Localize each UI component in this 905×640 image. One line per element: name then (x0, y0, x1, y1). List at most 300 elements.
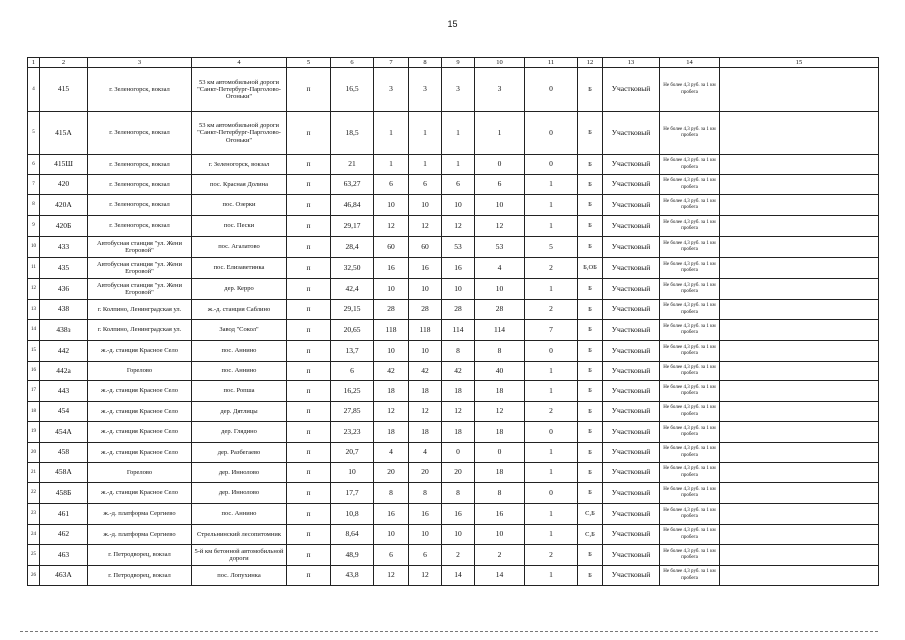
vehicle-class: Б (578, 195, 603, 216)
start-point: ж.-д. станция Красное Село (88, 402, 192, 422)
table-row (28, 443, 879, 463)
col-15-value (720, 155, 879, 175)
start-point: г. Зеленогорск, вокзал (88, 112, 192, 155)
col-15-value (720, 258, 879, 279)
col-11-value: 0 (525, 422, 578, 443)
route-number: 461 (40, 504, 88, 525)
route-length: 63,27 (331, 175, 374, 195)
col-7-value: 6 (374, 545, 409, 566)
route-length: 29,15 (331, 300, 374, 320)
row-index: 9 (28, 216, 40, 237)
transport-mode: п (287, 175, 331, 195)
transport-mode: п (287, 362, 331, 381)
transport-mode: п (287, 463, 331, 483)
table-body (28, 58, 879, 586)
route-number: 420А (40, 195, 88, 216)
col-7-value: 42 (374, 362, 409, 381)
end-point: пос. Аннино (192, 362, 287, 381)
row-index: 26 (28, 566, 40, 586)
col-11-value: 2 (525, 258, 578, 279)
col-11-value: 1 (525, 504, 578, 525)
route-type: Участковый (603, 155, 660, 175)
route-type: Участковый (603, 381, 660, 402)
column-header-2: 2 (40, 58, 88, 68)
route-length: 8,64 (331, 525, 374, 545)
tariff-cell: Не более 4,3 руб. за 1 км пробега (660, 320, 720, 341)
col-10-value: 0 (475, 155, 525, 175)
col-15-value (720, 422, 879, 443)
start-point: Горелово (88, 362, 192, 381)
end-point: Завод "Сокол" (192, 320, 287, 341)
col-10-value: 12 (475, 402, 525, 422)
end-point: дер. Керро (192, 279, 287, 300)
transport-mode: п (287, 566, 331, 586)
table-row (28, 300, 879, 320)
route-number: 420Б (40, 216, 88, 237)
column-header-15: 15 (720, 58, 879, 68)
tariff-cell: Не более 4,3 руб. за 1 км пробега (660, 258, 720, 279)
col-9-value: 20 (442, 463, 475, 483)
col-9-value: 3 (442, 68, 475, 112)
row-index: 7 (28, 175, 40, 195)
tariff-cell: Не более 4,3 руб. за 1 км пробега (660, 422, 720, 443)
vehicle-class: Б (578, 566, 603, 586)
start-point: г. Колпино, Ленинградская ул. (88, 320, 192, 341)
col-11-value: 0 (525, 341, 578, 362)
table-row (28, 545, 879, 566)
col-7-value: 28 (374, 300, 409, 320)
col-9-value: 1 (442, 155, 475, 175)
route-length: 42,4 (331, 279, 374, 300)
col-7-value: 16 (374, 258, 409, 279)
tariff-cell: Не более 4,3 руб. за 1 км пробега (660, 483, 720, 504)
col-10-value: 10 (475, 279, 525, 300)
col-9-value: 0 (442, 443, 475, 463)
col-9-value: 53 (442, 237, 475, 258)
row-index: 16 (28, 362, 40, 381)
route-type: Участковый (603, 175, 660, 195)
route-type: Участковый (603, 463, 660, 483)
route-type: Участковый (603, 525, 660, 545)
row-index: 5 (28, 112, 40, 155)
transport-mode: п (287, 112, 331, 155)
col-7-value: 18 (374, 381, 409, 402)
col-10-value: 16 (475, 504, 525, 525)
vehicle-class: Б (578, 300, 603, 320)
vehicle-class: Б (578, 422, 603, 443)
table-row (28, 195, 879, 216)
column-header-10: 10 (475, 58, 525, 68)
vehicle-class: Б (578, 362, 603, 381)
col-10-value: 18 (475, 422, 525, 443)
col-9-value: 14 (442, 566, 475, 586)
col-11-value: 1 (525, 175, 578, 195)
col-15-value (720, 68, 879, 112)
route-number: 442а (40, 362, 88, 381)
start-point: г. Петродворец, вокзал (88, 545, 192, 566)
column-header-6: 6 (331, 58, 374, 68)
col-15-value (720, 483, 879, 504)
transport-mode: п (287, 258, 331, 279)
page-number: 15 (447, 19, 458, 29)
col-8-value: 1 (409, 112, 442, 155)
tariff-cell: Не более 4,3 руб. за 1 км пробега (660, 362, 720, 381)
col-8-value: 3 (409, 68, 442, 112)
end-point: пос. Красная Долина (192, 175, 287, 195)
end-point: пос. Лопухинка (192, 566, 287, 586)
route-type: Участковый (603, 341, 660, 362)
start-point: г. Зеленогорск, вокзал (88, 195, 192, 216)
col-15-value (720, 504, 879, 525)
route-length: 6 (331, 362, 374, 381)
end-point: пос. Ропша (192, 381, 287, 402)
col-10-value: 4 (475, 258, 525, 279)
col-15-value (720, 320, 879, 341)
tariff-cell: Не более 4,3 руб. за 1 км пробега (660, 525, 720, 545)
route-number: 458 (40, 443, 88, 463)
table-header-row (28, 58, 879, 68)
col-15-value (720, 443, 879, 463)
row-index: 14 (28, 320, 40, 341)
end-point: 5-й км бетонной автомобильной дороги (192, 545, 287, 566)
table-row (28, 504, 879, 525)
table-row (28, 422, 879, 443)
table-row (28, 463, 879, 483)
col-11-value: 0 (525, 155, 578, 175)
route-number: 420 (40, 175, 88, 195)
route-number: 415 (40, 68, 88, 112)
transport-mode: п (287, 504, 331, 525)
row-index: 21 (28, 463, 40, 483)
start-point: Автобусная станция "ул. Жени Егоровой" (88, 279, 192, 300)
row-index: 10 (28, 237, 40, 258)
transport-mode: п (287, 443, 331, 463)
col-7-value: 10 (374, 341, 409, 362)
col-8-value: 28 (409, 300, 442, 320)
row-index: 6 (28, 155, 40, 175)
route-number: 462 (40, 525, 88, 545)
column-header-5: 5 (287, 58, 331, 68)
col-8-value: 1 (409, 155, 442, 175)
route-type: Участковый (603, 216, 660, 237)
col-8-value: 16 (409, 258, 442, 279)
col-8-value: 60 (409, 237, 442, 258)
col-9-value: 6 (442, 175, 475, 195)
col-7-value: 16 (374, 504, 409, 525)
row-index: 23 (28, 504, 40, 525)
vehicle-class: Б (578, 483, 603, 504)
col-10-value: 10 (475, 195, 525, 216)
col-8-value: 10 (409, 525, 442, 545)
transport-mode: п (287, 381, 331, 402)
vehicle-class: Б (578, 68, 603, 112)
transport-mode: п (287, 237, 331, 258)
route-length: 18,5 (331, 112, 374, 155)
route-type: Участковый (603, 443, 660, 463)
col-15-value (720, 545, 879, 566)
col-10-value: 0 (475, 443, 525, 463)
route-type: Участковый (603, 402, 660, 422)
col-9-value: 18 (442, 381, 475, 402)
end-point: дер. Разбегаево (192, 443, 287, 463)
start-point: ж.-д. платформа Сергиево (88, 504, 192, 525)
transport-mode: п (287, 300, 331, 320)
col-7-value: 12 (374, 566, 409, 586)
col-8-value: 10 (409, 195, 442, 216)
row-index: 11 (28, 258, 40, 279)
route-type: Участковый (603, 68, 660, 112)
column-header-11: 11 (525, 58, 578, 68)
col-7-value: 4 (374, 443, 409, 463)
start-point: г. Зеленогорск, вокзал (88, 216, 192, 237)
col-8-value: 10 (409, 341, 442, 362)
route-type: Участковый (603, 112, 660, 155)
bottom-rule (20, 631, 878, 632)
routes-table (27, 57, 879, 586)
column-header-9: 9 (442, 58, 475, 68)
route-number: 454 (40, 402, 88, 422)
table-row (28, 566, 879, 586)
row-index: 8 (28, 195, 40, 216)
transport-mode: п (287, 545, 331, 566)
route-type: Участковый (603, 300, 660, 320)
transport-mode: п (287, 320, 331, 341)
col-7-value: 20 (374, 463, 409, 483)
col-9-value: 10 (442, 279, 475, 300)
col-11-value: 1 (525, 195, 578, 216)
col-7-value: 10 (374, 195, 409, 216)
route-type: Участковый (603, 566, 660, 586)
table-row (28, 320, 879, 341)
transport-mode: п (287, 483, 331, 504)
transport-mode: п (287, 525, 331, 545)
row-index: 12 (28, 279, 40, 300)
col-9-value: 42 (442, 362, 475, 381)
transport-mode: п (287, 155, 331, 175)
route-type: Участковый (603, 362, 660, 381)
route-number: 433 (40, 237, 88, 258)
route-length: 46,84 (331, 195, 374, 216)
route-number: 415А (40, 112, 88, 155)
end-point: ж.-д. станция Саблино (192, 300, 287, 320)
col-10-value: 28 (475, 300, 525, 320)
col-7-value: 1 (374, 155, 409, 175)
row-index: 4 (28, 68, 40, 112)
start-point: ж.-д. станция Красное Село (88, 483, 192, 504)
col-8-value: 12 (409, 216, 442, 237)
col-7-value: 60 (374, 237, 409, 258)
route-length: 16,25 (331, 381, 374, 402)
end-point: пос. Пески (192, 216, 287, 237)
route-number: 454А (40, 422, 88, 443)
col-7-value: 18 (374, 422, 409, 443)
route-length: 13,7 (331, 341, 374, 362)
end-point: 53 км автомобильной дороги "Санкт-Петербург-Парголово-Огоньки" (192, 112, 287, 155)
transport-mode: п (287, 216, 331, 237)
col-9-value: 10 (442, 525, 475, 545)
col-15-value (720, 381, 879, 402)
vehicle-class: Б (578, 463, 603, 483)
col-9-value: 10 (442, 195, 475, 216)
col-9-value: 114 (442, 320, 475, 341)
end-point: дер. Дятлицы (192, 402, 287, 422)
tariff-cell: Не более 4,3 руб. за 1 км пробега (660, 175, 720, 195)
col-10-value: 14 (475, 566, 525, 586)
vehicle-class: Б (578, 341, 603, 362)
table-row (28, 216, 879, 237)
row-index: 25 (28, 545, 40, 566)
route-length: 29,17 (331, 216, 374, 237)
route-number: 435 (40, 258, 88, 279)
table-row (28, 68, 879, 112)
col-10-value: 10 (475, 525, 525, 545)
tariff-cell: Не более 4,3 руб. за 1 км пробега (660, 112, 720, 155)
start-point: Горелово (88, 463, 192, 483)
tariff-cell: Не более 4,3 руб. за 1 км пробега (660, 381, 720, 402)
col-9-value: 1 (442, 112, 475, 155)
col-11-value: 1 (525, 463, 578, 483)
route-number: 442 (40, 341, 88, 362)
tariff-cell: Не более 4,3 руб. за 1 км пробега (660, 279, 720, 300)
vehicle-class: Б (578, 402, 603, 422)
col-10-value: 1 (475, 112, 525, 155)
tariff-cell: Не более 4,3 руб. за 1 км пробега (660, 155, 720, 175)
vehicle-class: Б (578, 216, 603, 237)
col-11-value: 1 (525, 381, 578, 402)
col-7-value: 12 (374, 402, 409, 422)
route-type: Участковый (603, 545, 660, 566)
row-index: 17 (28, 381, 40, 402)
start-point: Автобусная станция "ул. Жени Егоровой" (88, 258, 192, 279)
start-point: ж.-д. платформа Сергиево (88, 525, 192, 545)
col-15-value (720, 195, 879, 216)
tariff-cell: Не более 4,3 руб. за 1 км пробега (660, 566, 720, 586)
col-11-value: 1 (525, 566, 578, 586)
vehicle-class: Б (578, 279, 603, 300)
table-row (28, 258, 879, 279)
route-type: Участковый (603, 483, 660, 504)
column-header-12: 12 (578, 58, 603, 68)
vehicle-class: С,Б (578, 504, 603, 525)
col-7-value: 118 (374, 320, 409, 341)
col-10-value: 114 (475, 320, 525, 341)
start-point: ж.-д. станция Красное Село (88, 341, 192, 362)
route-length: 20,65 (331, 320, 374, 341)
end-point: пос. Агалатово (192, 237, 287, 258)
table-row (28, 279, 879, 300)
route-length: 16,5 (331, 68, 374, 112)
vehicle-class: Б (578, 320, 603, 341)
column-header-14: 14 (660, 58, 720, 68)
end-point: пос. Аннино (192, 341, 287, 362)
col-8-value: 118 (409, 320, 442, 341)
table-row (28, 112, 879, 155)
vehicle-class: С,Б (578, 525, 603, 545)
transport-mode: п (287, 341, 331, 362)
col-7-value: 1 (374, 112, 409, 155)
tariff-cell: Не более 4,3 руб. за 1 км пробега (660, 341, 720, 362)
col-15-value (720, 525, 879, 545)
vehicle-class: Б (578, 175, 603, 195)
transport-mode: п (287, 68, 331, 112)
route-number: 458А (40, 463, 88, 483)
col-8-value: 6 (409, 175, 442, 195)
vehicle-class: Б (578, 237, 603, 258)
end-point: дер. Глядино (192, 422, 287, 443)
route-number: 463А (40, 566, 88, 586)
column-header-13: 13 (603, 58, 660, 68)
col-11-value: 1 (525, 443, 578, 463)
tariff-cell: Не более 4,3 руб. за 1 км пробега (660, 443, 720, 463)
column-header-4: 4 (192, 58, 287, 68)
route-number: 463 (40, 545, 88, 566)
col-11-value: 7 (525, 320, 578, 341)
col-10-value: 8 (475, 483, 525, 504)
start-point: ж.-д. станция Красное Село (88, 443, 192, 463)
route-number: 436 (40, 279, 88, 300)
end-point: Стрельнинский лесопитомник (192, 525, 287, 545)
col-8-value: 12 (409, 402, 442, 422)
start-point: г. Зеленогорск, вокзал (88, 155, 192, 175)
col-10-value: 2 (475, 545, 525, 566)
route-type: Участковый (603, 504, 660, 525)
end-point: пос. Елизаветинка (192, 258, 287, 279)
route-length: 32,50 (331, 258, 374, 279)
col-7-value: 10 (374, 525, 409, 545)
col-9-value: 28 (442, 300, 475, 320)
tariff-cell: Не более 4,3 руб. за 1 км пробега (660, 402, 720, 422)
route-length: 21 (331, 155, 374, 175)
column-header-1: 1 (28, 58, 40, 68)
row-index: 24 (28, 525, 40, 545)
col-8-value: 18 (409, 381, 442, 402)
col-11-value: 2 (525, 545, 578, 566)
vehicle-class: Б (578, 155, 603, 175)
col-9-value: 12 (442, 216, 475, 237)
vehicle-class: Б (578, 112, 603, 155)
col-10-value: 12 (475, 216, 525, 237)
end-point: 53 км автомобильной дороги "Санкт-Петербург-Парголово-Огоньки" (192, 68, 287, 112)
col-11-value: 1 (525, 362, 578, 381)
col-10-value: 53 (475, 237, 525, 258)
col-9-value: 8 (442, 341, 475, 362)
start-point: г. Петродворец, вокзал (88, 566, 192, 586)
row-index: 15 (28, 341, 40, 362)
col-11-value: 0 (525, 112, 578, 155)
col-10-value: 18 (475, 463, 525, 483)
route-type: Участковый (603, 237, 660, 258)
end-point: г. Зеленогорск, вокзал (192, 155, 287, 175)
col-15-value (720, 362, 879, 381)
col-8-value: 12 (409, 566, 442, 586)
route-length: 20,7 (331, 443, 374, 463)
tariff-cell: Не более 4,3 руб. за 1 км пробега (660, 504, 720, 525)
table-row (28, 381, 879, 402)
route-length: 10 (331, 463, 374, 483)
tariff-cell: Не более 4,3 руб. за 1 км пробега (660, 237, 720, 258)
row-index: 22 (28, 483, 40, 504)
col-15-value (720, 463, 879, 483)
table-row (28, 175, 879, 195)
column-header-3: 3 (88, 58, 192, 68)
route-number: 438з (40, 320, 88, 341)
col-10-value: 18 (475, 381, 525, 402)
col-7-value: 8 (374, 483, 409, 504)
col-15-value (720, 216, 879, 237)
col-8-value: 10 (409, 279, 442, 300)
start-point: Автобусная станция "ул. Жени Егоровой" (88, 237, 192, 258)
tariff-cell: Не более 4,3 руб. за 1 км пробега (660, 68, 720, 112)
